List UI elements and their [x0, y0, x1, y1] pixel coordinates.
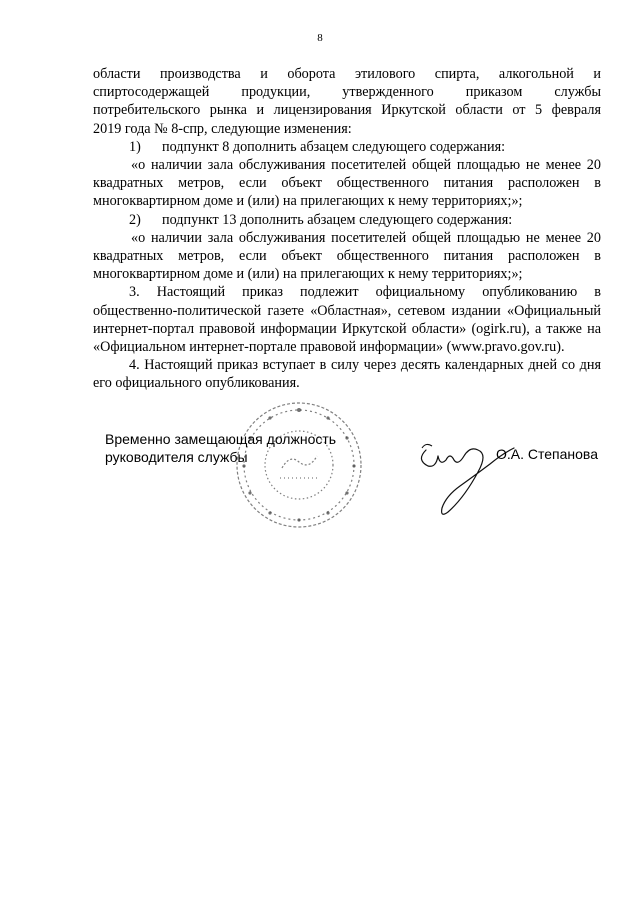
- item-1-intro-text: подпункт 8 дополнить абзацем следующего содержания:: [162, 138, 506, 155]
- handwritten-signature: [404, 420, 524, 530]
- lead-line-3: потребительского рынка и лицензирования Иркутской области от 5 февраля: [93, 102, 601, 119]
- signer-name: О.А. Степанова: [496, 446, 598, 462]
- item-1-number: 1): [129, 138, 141, 155]
- lead-line-2: спиртосодержащей продукции, утвержденного приказом службы: [93, 84, 601, 101]
- clause-4: 4. Настоящий приказ вступает в силу через десять календарных дней со дня его официального опубликования.: [93, 357, 601, 392]
- item-1-intro: [93, 138, 601, 156]
- item-1-quote: «о наличии зала обслуживания посетителей общей площадью не менее 20 квадратных метров, если объект общественного питания расположен в многоквартирном доме и (или) на прилегающих к нему территориях;»;: [93, 157, 601, 210]
- item-2-intro-text: подпункт 13 дополнить абзацем следующего содержания:: [162, 211, 513, 228]
- signer-position-line-2: руководителя службы: [105, 449, 248, 465]
- item-2-quote: «о наличии зала обслуживания посетителей общей площадью не менее 20 квадратных метров, если объект общественного питания расположен в многоквартирном доме и (или) на прилегающих к нему территориях;»;: [93, 229, 601, 283]
- document-body: [93, 65, 601, 393]
- page-number: 8: [317, 32, 323, 44]
- signer-position-line-1: Временно замещающая должность: [105, 431, 337, 447]
- item-2-number: 2): [129, 211, 141, 228]
- clause-3: 3. Настоящий приказ подлежит официальному опубликованию в общественно-политической газете «Областная», сетевом издании «Официальный интернет-портал правовой информации Иркутской области» (ogirk.ru), а также на «Официальном интернет-портале правовой информации» (www.pravo.gov.ru).: [93, 284, 601, 356]
- lead-line-4: 2019 года № 8-спр, следующие изменения:: [93, 120, 352, 137]
- item-2-intro: [93, 211, 601, 229]
- signature-block: [105, 430, 336, 466]
- lead-line-1: области производства и оборота этилового спирта, алкогольной и: [93, 66, 601, 82]
